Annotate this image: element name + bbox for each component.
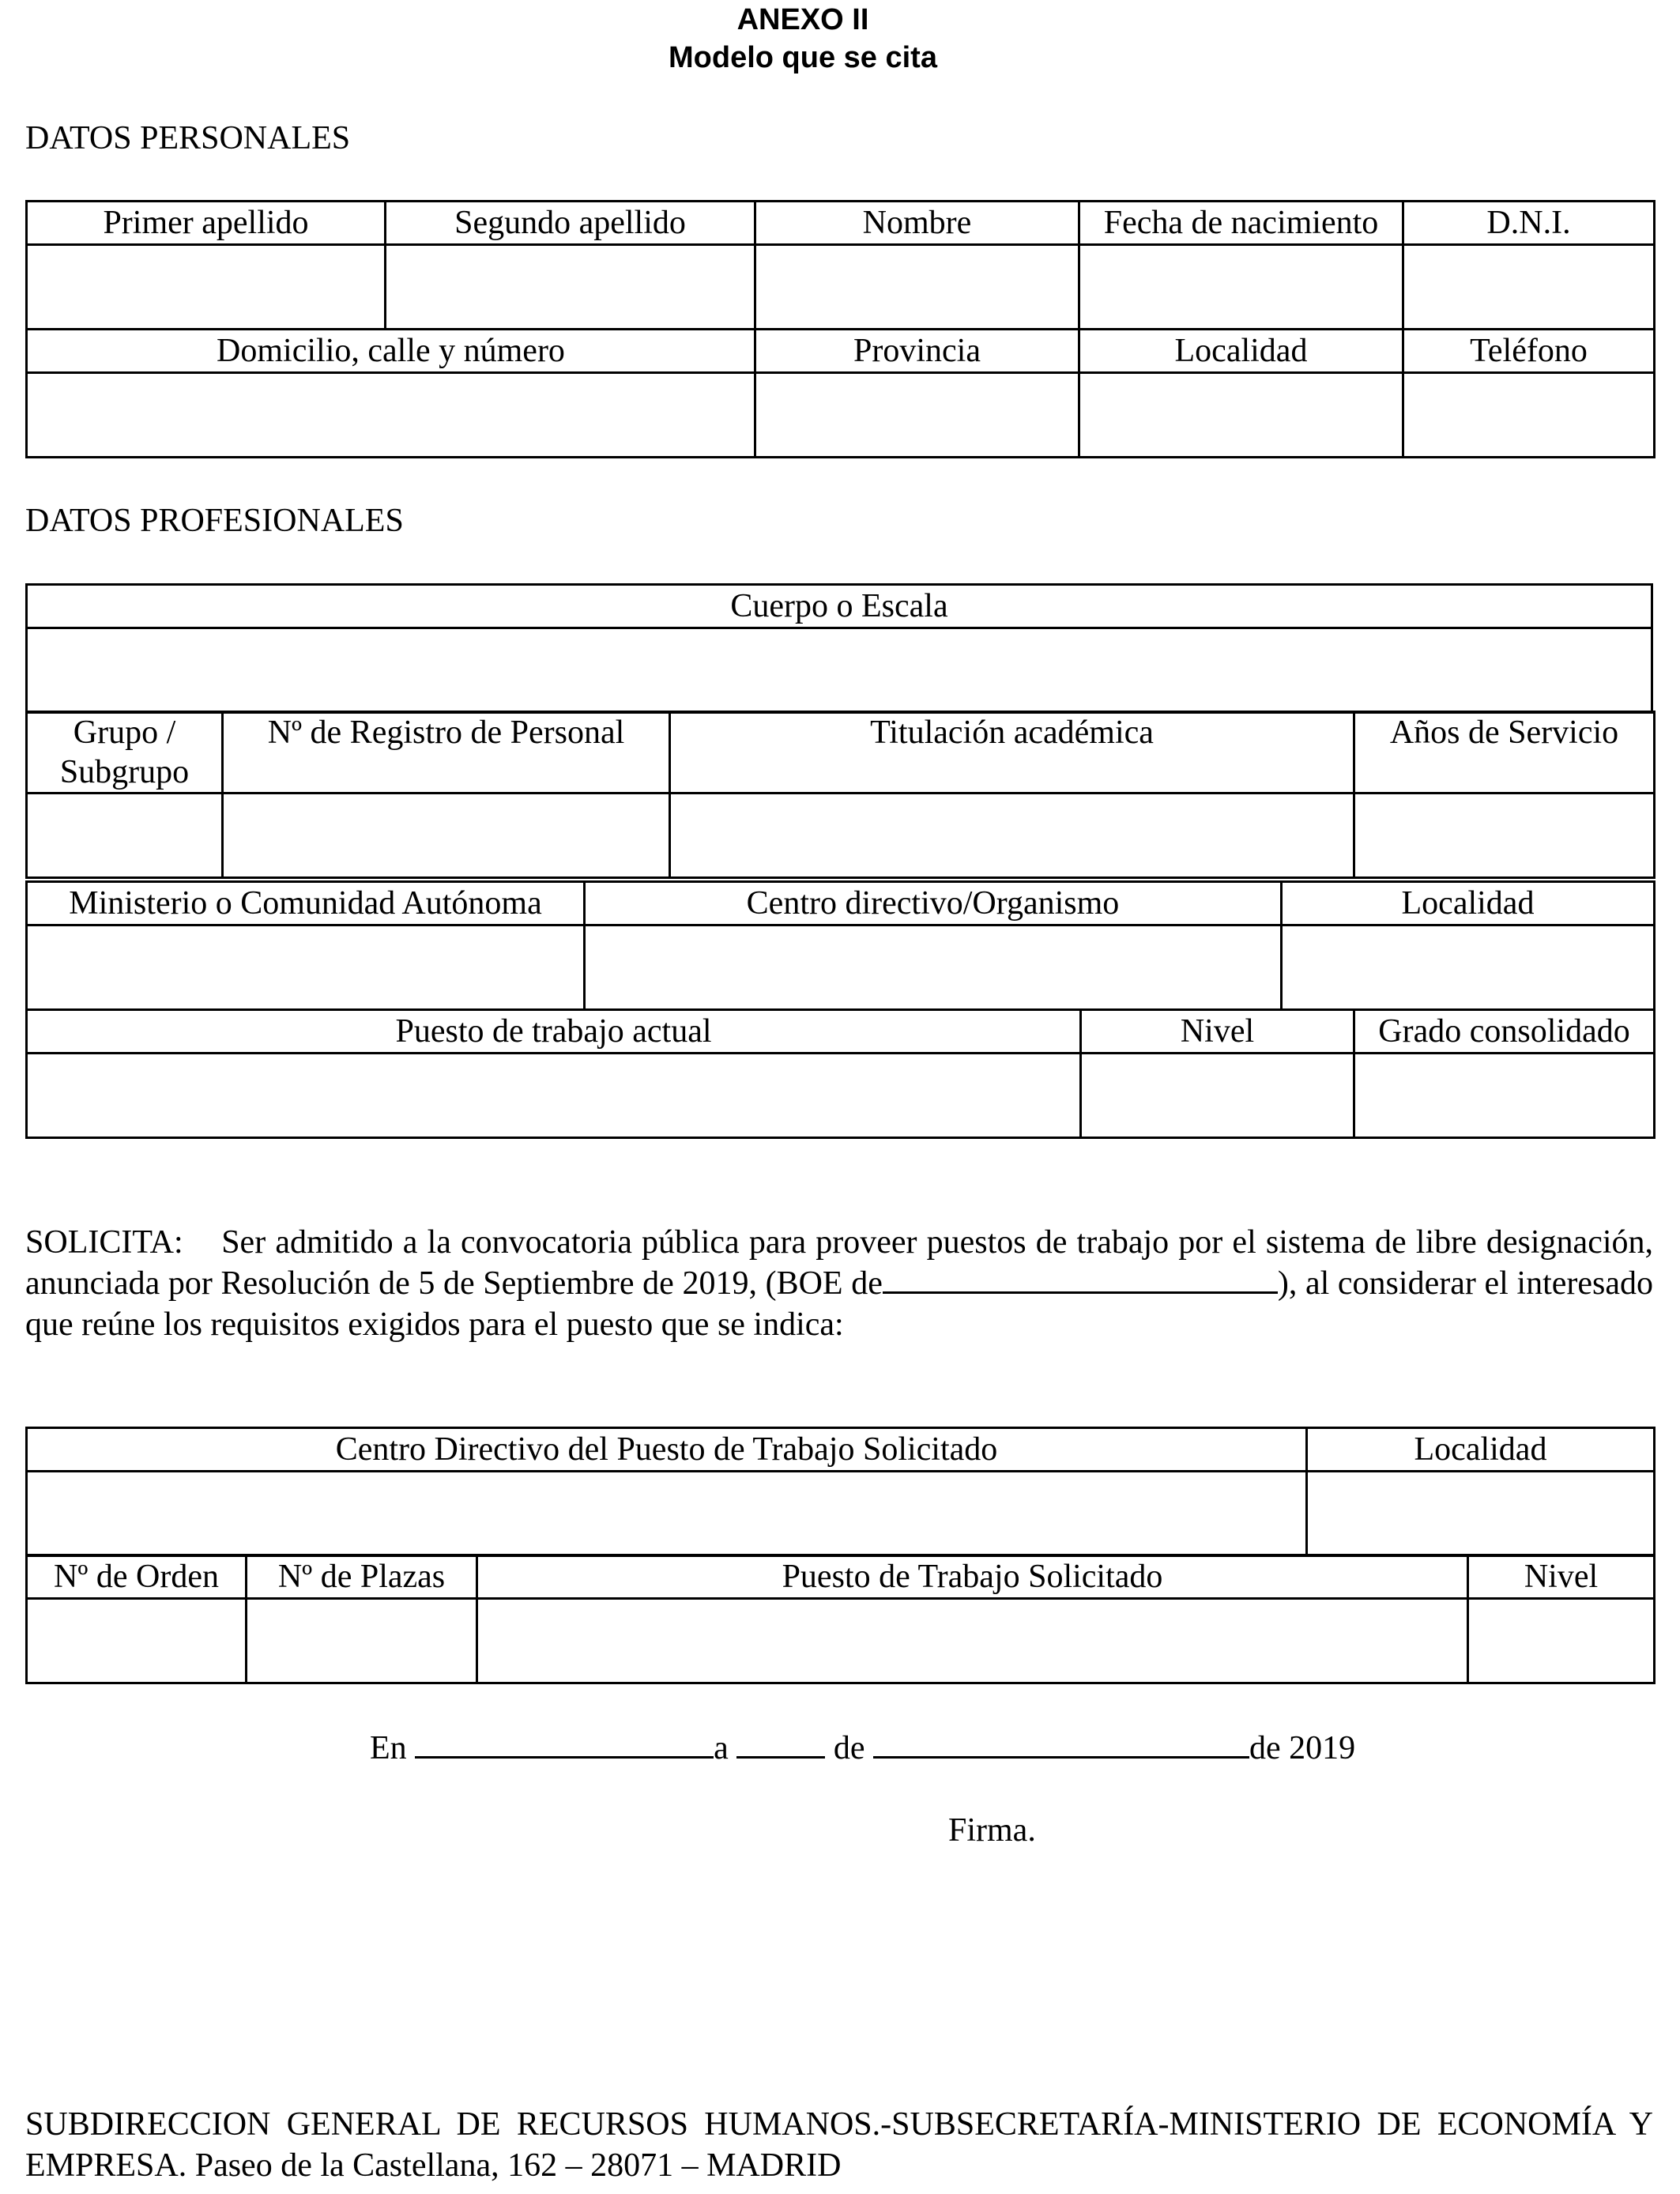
field-fecha-nacimiento[interactable] xyxy=(1079,245,1403,330)
label-nombre: Nombre xyxy=(755,202,1079,245)
label-grado-consolidado: Grado consolidado xyxy=(1354,1010,1655,1054)
annex-subtitle: Modelo que se cita xyxy=(669,41,937,74)
label-telefono: Teléfono xyxy=(1403,330,1655,373)
solicita-text-1: Ser admitido a la convocatoria pública para proveer puestos de trabajo por el sistema de libre designación, anunciada por Resolución de 5 de Septiembre de 2019, (BOE de xyxy=(25,1224,1653,1302)
label-puesto-solicitado: Puesto de Trabajo Solicitado xyxy=(477,1555,1468,1599)
solicitado-puesto-table xyxy=(25,1554,1656,1684)
date-line xyxy=(370,1728,1355,1769)
label-localidad-prof: Localidad xyxy=(1282,882,1655,925)
label-anos-servicio: Años de Servicio xyxy=(1354,712,1655,794)
label-fecha-nacimiento: Fecha de nacimiento xyxy=(1079,202,1403,245)
field-puesto-actual[interactable] xyxy=(27,1054,1081,1138)
label-nivel-solicitado: Nivel xyxy=(1468,1555,1655,1599)
field-domicilio[interactable] xyxy=(27,373,755,458)
personal-section-title: DATOS PERSONALES xyxy=(25,120,351,156)
field-localidad[interactable] xyxy=(1079,373,1403,458)
field-nombre[interactable] xyxy=(755,245,1079,330)
solicitado-centro-table xyxy=(25,1427,1656,1557)
field-dni[interactable] xyxy=(1403,245,1655,330)
date-place-field[interactable] xyxy=(415,1728,714,1759)
field-grupo-subgrupo[interactable] xyxy=(27,794,223,878)
label-cuerpo-escala: Cuerpo o Escala xyxy=(27,585,1652,628)
label-nivel: Nivel xyxy=(1081,1010,1354,1054)
field-nivel-solicitado[interactable] xyxy=(1468,1599,1655,1683)
label-centro-solicitado: Centro Directivo del Puesto de Trabajo Solicitado xyxy=(27,1428,1307,1472)
label-num-plazas: Nº de Plazas xyxy=(247,1555,477,1599)
field-centro-directivo[interactable] xyxy=(585,925,1282,1010)
date-de-label: de xyxy=(833,1730,865,1766)
field-telefono[interactable] xyxy=(1403,373,1655,458)
boe-date-field[interactable] xyxy=(883,1263,1278,1294)
professional-cuerpo-table xyxy=(25,583,1653,714)
label-ministerio: Ministerio o Comunidad Autónoma xyxy=(27,882,585,925)
professional-puesto-table xyxy=(25,1008,1656,1139)
professional-registro-table xyxy=(25,711,1656,879)
label-segundo-apellido: Segundo apellido xyxy=(386,202,755,245)
field-provincia[interactable] xyxy=(755,373,1079,458)
field-localidad-prof[interactable] xyxy=(1282,925,1655,1010)
label-domicilio: Domicilio, calle y número xyxy=(27,330,755,373)
field-segundo-apellido[interactable] xyxy=(386,245,755,330)
field-puesto-solicitado[interactable] xyxy=(477,1599,1468,1683)
field-num-plazas[interactable] xyxy=(247,1599,477,1683)
annex-title: ANEXO II xyxy=(736,3,869,36)
footer-address: SUBDIRECCION GENERAL DE RECURSOS HUMANOS.-SUBSECRETARÍA-MINISTERIO DE ECONOMÍA Y EMPRESA. Paseo de la Castellana, 162 – 28071 – MADRID xyxy=(25,2106,1653,2184)
field-grado-consolidado[interactable] xyxy=(1354,1054,1655,1138)
date-month-field[interactable] xyxy=(873,1728,1249,1759)
field-ministerio[interactable] xyxy=(27,925,585,1010)
label-provincia: Provincia xyxy=(755,330,1079,373)
field-anos-servicio[interactable] xyxy=(1354,794,1655,878)
professional-section-title: DATOS PROFESIONALES xyxy=(25,503,404,539)
label-localidad-solicitado: Localidad xyxy=(1307,1428,1655,1472)
field-titulacion[interactable] xyxy=(670,794,1354,878)
label-titulacion: Titulación académica xyxy=(670,712,1354,794)
professional-ministerio-table xyxy=(25,880,1656,1011)
label-num-orden: Nº de Orden xyxy=(27,1555,247,1599)
date-a-label: a xyxy=(714,1730,729,1766)
label-registro-personal: Nº de Registro de Personal xyxy=(223,712,670,794)
label-puesto-actual: Puesto de trabajo actual xyxy=(27,1010,1081,1054)
date-en-label: En xyxy=(370,1730,407,1766)
field-registro-personal[interactable] xyxy=(223,794,670,878)
solicita-text-2: ), al considerar el interesado que reúne los requisitos exigidos para el puesto que se indica: xyxy=(25,1265,1653,1343)
field-localidad-solicitado[interactable] xyxy=(1307,1472,1655,1556)
field-num-orden[interactable] xyxy=(27,1599,247,1683)
label-dni: D.N.I. xyxy=(1403,202,1655,245)
solicita-paragraph xyxy=(25,1222,1653,1345)
field-primer-apellido[interactable] xyxy=(27,245,386,330)
field-centro-solicitado[interactable] xyxy=(27,1472,1307,1556)
label-localidad: Localidad xyxy=(1079,330,1403,373)
label-grupo-subgrupo: Grupo / Subgrupo xyxy=(27,712,223,794)
date-year-label: de 2019 xyxy=(1249,1730,1356,1766)
personal-data-table xyxy=(25,200,1656,458)
label-centro-directivo: Centro directivo/Organismo xyxy=(585,882,1282,925)
signature-label: Firma. xyxy=(948,1812,1036,1849)
label-primer-apellido: Primer apellido xyxy=(27,202,386,245)
solicita-label: SOLICITA: xyxy=(25,1224,183,1261)
field-nivel[interactable] xyxy=(1081,1054,1354,1138)
date-day-field[interactable] xyxy=(736,1728,825,1759)
field-cuerpo-escala[interactable] xyxy=(27,628,1652,713)
